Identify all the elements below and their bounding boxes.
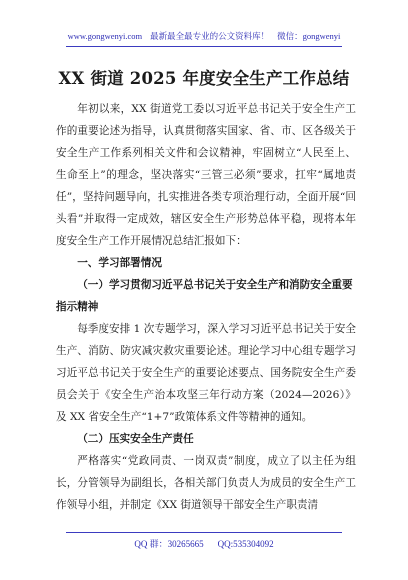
header-tagline: 最新最全最专业的公文资料库！ bbox=[150, 31, 270, 41]
header-wechat: 微信：gongwenyi bbox=[277, 31, 341, 41]
page-footer bbox=[0, 537, 408, 550]
footer-qq: QQ:535304092 bbox=[217, 539, 274, 549]
subsection-paragraph: 严格落实“党政同责、一岗双责”制度，成立了以主任为组长，分管领导为副组长，各相关部门负责人为成员的安全生产工作领导小组，并制定《XX 街道领导干部安全生产职责清 bbox=[56, 455, 356, 511]
subsection-heading: （二）压实安全生产责任 bbox=[77, 433, 194, 445]
document-body bbox=[56, 98, 356, 516]
subsection-heading: （一）学习贯彻习近平总书记关于安全生产和消防安全重要指示精神 bbox=[56, 279, 353, 313]
header-divider bbox=[66, 46, 342, 47]
subsection-paragraph: 每季度安排 1 次专题学习，深入学习习近平总书记关于安全生产、消防、防灾减灾救灾重要论述。理论学习中心组专题学习习近平总书记关于安全生产的重要论述要点、国务院安全生产委员会关于《安全生产治本攻坚三年行动方案（2024—2026）》及 XX 省安全生产“1+7”政策体系文件等精神的通知。 bbox=[56, 323, 356, 423]
document-title: XX 街道 2025 年度安全生产工作总结 bbox=[58, 69, 350, 88]
footer-qq-group: QQ 群：30265665 bbox=[134, 539, 204, 549]
header-url[interactable]: www.gongwenyi.com bbox=[67, 31, 143, 41]
intro-paragraph: 年初以来，XX 街道党工委以习近平总书记关于安全生产工作的重要论述为指导，认真贯彻落实国家、省、市、区各级关于安全生产工作系列相关文件和会议精神，牢固树立“人民至上、生命至上”的理念，坚决落实“三管三必须”要求，扛牢“属地责任”，坚持问题导向，扎实推进各类专项治理行动，全面开展“回头看”并取得一定成效，辖区安全生产形势总体平稳，现将本年度安全生产工作开展情况总结汇报如下： bbox=[56, 103, 356, 247]
footer-divider bbox=[66, 532, 342, 533]
section-heading: 一、学习部署情况 bbox=[77, 257, 162, 269]
page-header bbox=[0, 30, 408, 42]
